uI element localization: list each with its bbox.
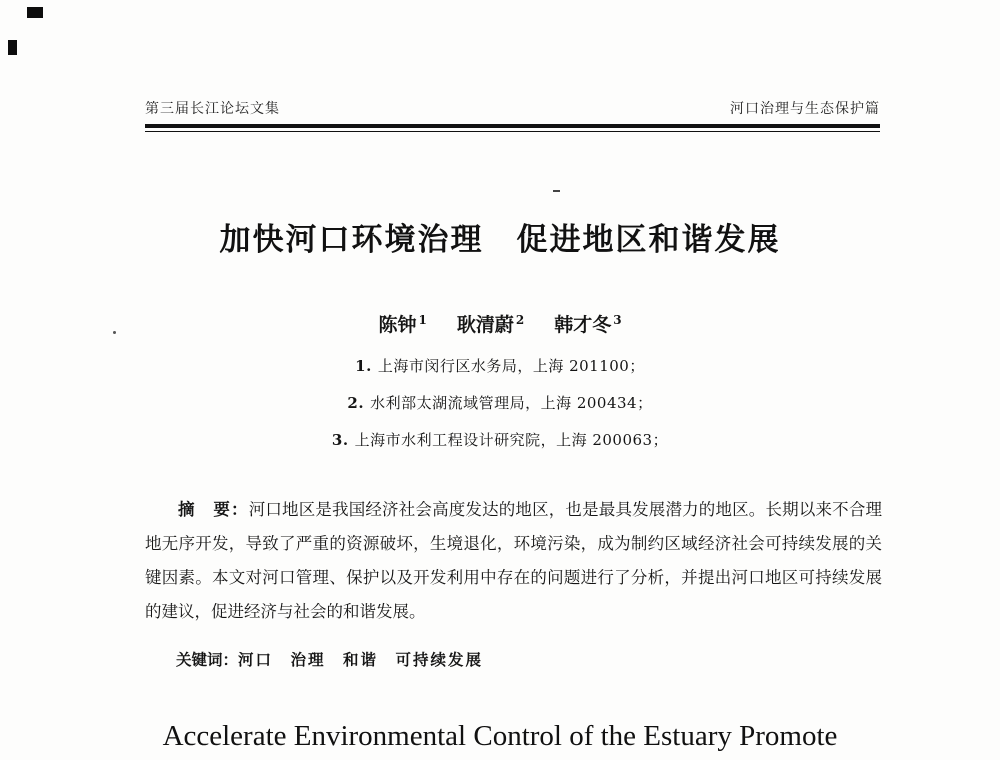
author-superscript: 1 xyxy=(418,312,427,327)
paper-title: 加快河口环境治理 促进地区和谐发展 xyxy=(219,222,781,257)
author-name: 陈钟 xyxy=(378,314,417,336)
keywords-label: 关键词： xyxy=(176,652,239,669)
author xyxy=(554,310,621,337)
affiliation-text: 水利部太湖流域管理局，上海 200434； xyxy=(370,394,653,412)
abstract-label: 摘 要： xyxy=(178,501,249,519)
affiliation-number: 1. xyxy=(355,357,372,375)
abstract-text: 河口地区是我国经济社会高度发达的地区，也是最具发展潜力的地区。长期以来不合理地无序开发，导致了严重的资源破坏，生境退化，环境污染，成为制约区域经济社会可持续发展的关键因素。本文对河口管理、保护以及开发利用中存在的问题进行了分析，并提出河口地区可持续发展的建议，促进经济与社会的和谐发展。 xyxy=(145,500,883,621)
keywords-text: 河口 治理 和谐 可持续发展 xyxy=(238,650,484,669)
running-head xyxy=(145,98,880,118)
author-name: 耿清蔚 xyxy=(456,314,514,336)
running-head-right: 河口治理与生态保护篇 xyxy=(730,100,880,116)
affiliation-line xyxy=(0,392,1000,413)
abstract-paragraph xyxy=(145,493,882,629)
authors-line xyxy=(0,310,1000,337)
author-name: 韩才冬 xyxy=(554,314,612,336)
running-head-left: 第三届长江论坛文集 xyxy=(145,100,280,116)
author-superscript: 2 xyxy=(515,312,525,327)
affiliation-number: 3. xyxy=(331,431,349,449)
affiliation-number: 2. xyxy=(347,394,365,412)
scan-artifact xyxy=(8,40,17,55)
english-title: Accelerate Environmental Control of the Estuary Promote xyxy=(162,720,838,752)
affiliation-text: 上海市闵行区水务局，上海 201100； xyxy=(377,357,645,375)
author xyxy=(378,310,426,337)
affiliation-line xyxy=(0,355,1000,376)
scan-artifact xyxy=(27,7,43,18)
author-superscript: 3 xyxy=(613,312,622,327)
affiliation-text: 上海市水利工程设计研究院，上海 200063； xyxy=(354,431,669,449)
header-rule xyxy=(145,124,880,132)
keywords-line xyxy=(145,648,882,670)
scan-artifact xyxy=(553,190,560,192)
affiliation-line xyxy=(0,429,1000,450)
author xyxy=(457,310,524,337)
